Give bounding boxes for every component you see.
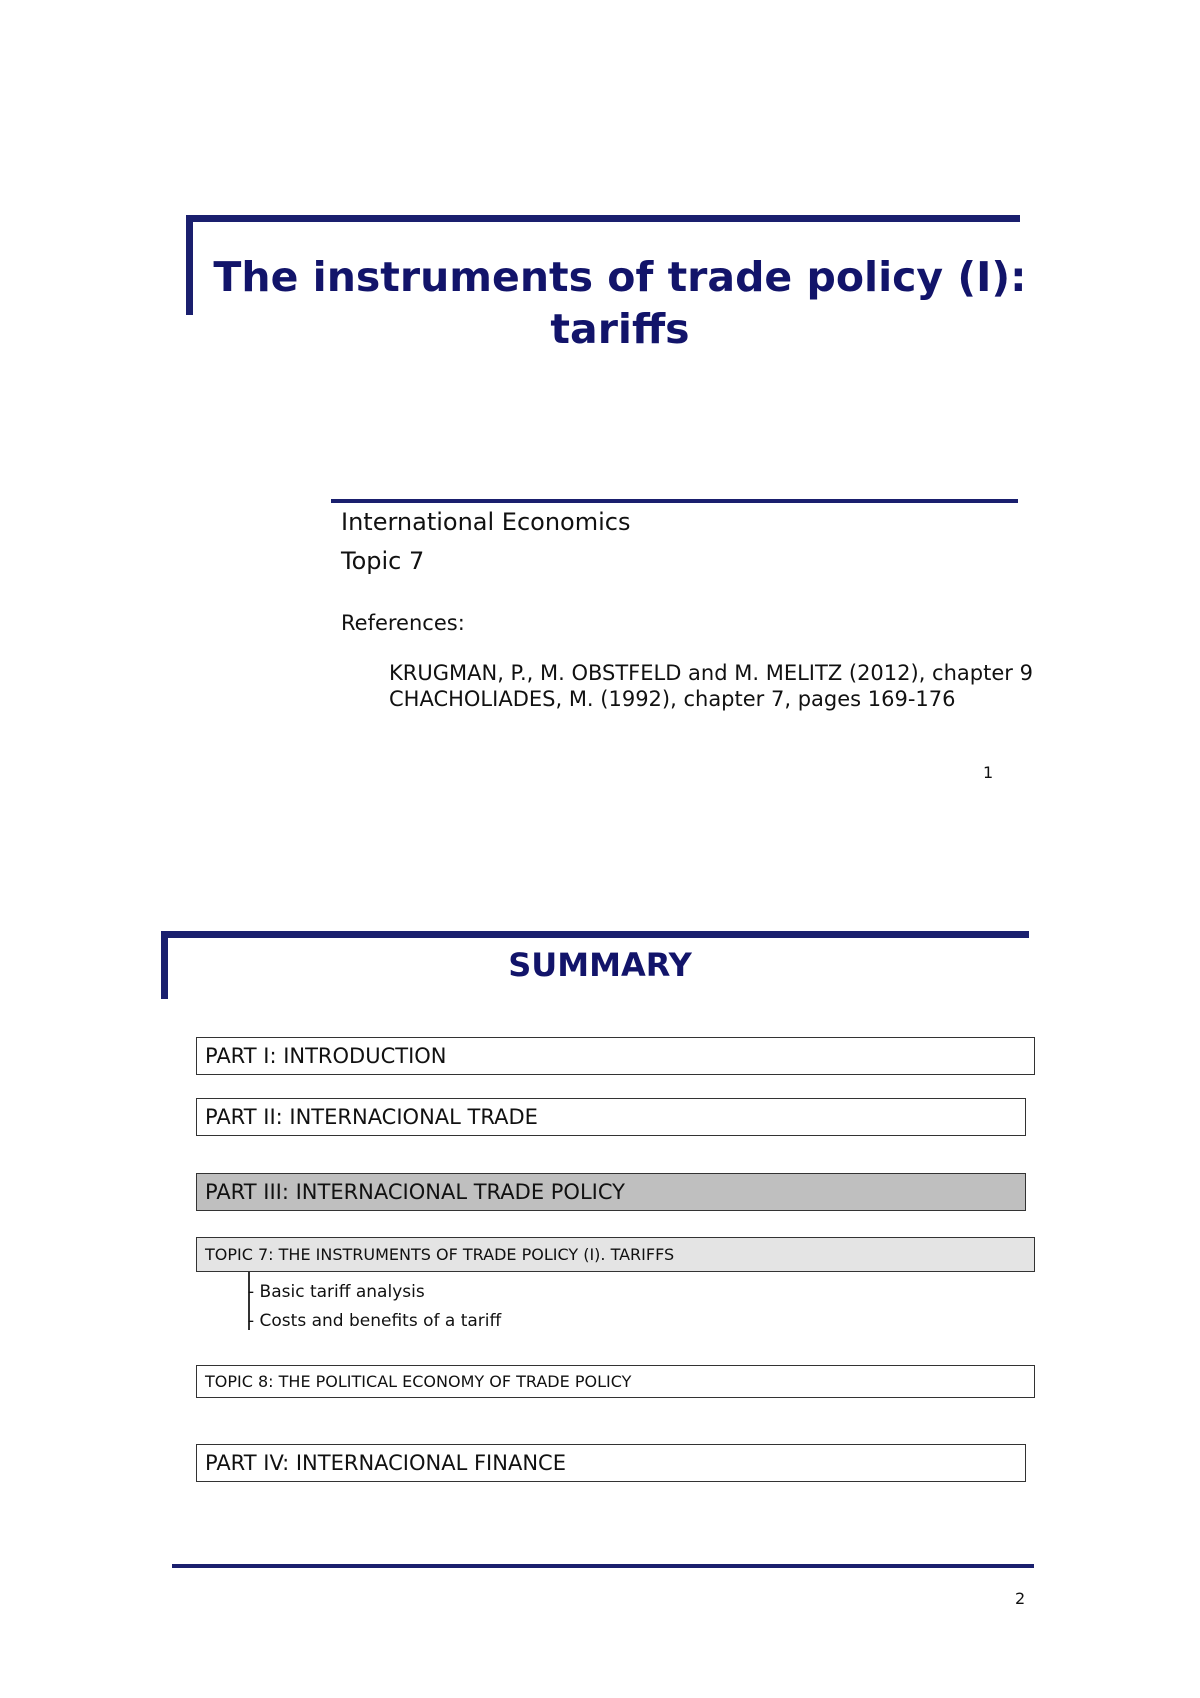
slide-1-title	[200, 251, 1040, 355]
part-4-label: PART IV: INTERNACIONAL FINANCE	[205, 1451, 566, 1475]
slide-1-title-line-2: tariffs	[550, 305, 690, 353]
topic-7-subitem: - Costs and benefits of a tariff	[248, 1311, 502, 1331]
part-2-box	[196, 1098, 1026, 1136]
course-name: International Economics	[341, 508, 631, 536]
title-bracket-left-line	[186, 215, 193, 315]
part-1-label: PART I: INTRODUCTION	[205, 1044, 447, 1068]
course-divider-line	[331, 499, 1018, 503]
part-1-box	[196, 1037, 1035, 1075]
part-3-box	[196, 1173, 1026, 1211]
part-3-label: PART III: INTERNACIONAL TRADE POLICY	[205, 1180, 625, 1204]
summary-bracket-left-line	[161, 931, 168, 999]
title-bracket-top-line	[186, 215, 1020, 222]
footer-line	[172, 1564, 1034, 1568]
reference-item: CHACHOLIADES, M. (1992), chapter 7, pages 169-176	[389, 687, 956, 711]
part-4-box	[196, 1444, 1026, 1482]
topic-7-label: TOPIC 7: THE INSTRUMENTS OF TRADE POLICY (I). TARIFFS	[205, 1245, 675, 1264]
slide-1-title-line-1: The instruments of trade policy (I):	[213, 253, 1027, 301]
summary-bracket-top-line	[161, 931, 1029, 938]
topic-8-box	[196, 1365, 1035, 1398]
summary-title: SUMMARY	[508, 946, 692, 984]
topic-7-box	[196, 1237, 1035, 1272]
topic-8-label: TOPIC 8: THE POLITICAL ECONOMY OF TRADE POLICY	[205, 1372, 632, 1391]
part-2-label: PART II: INTERNACIONAL TRADE	[205, 1105, 538, 1129]
topic-label: Topic 7	[341, 547, 425, 575]
slide-2-page-number: 2	[1015, 1589, 1026, 1608]
references-label: References:	[341, 611, 465, 635]
slide-1-page-number: 1	[983, 763, 994, 782]
topic-7-subitem: - Basic tariff analysis	[248, 1282, 425, 1302]
reference-item: KRUGMAN, P., M. OBSTFELD and M. MELITZ (2012), chapter 9	[389, 661, 1033, 685]
